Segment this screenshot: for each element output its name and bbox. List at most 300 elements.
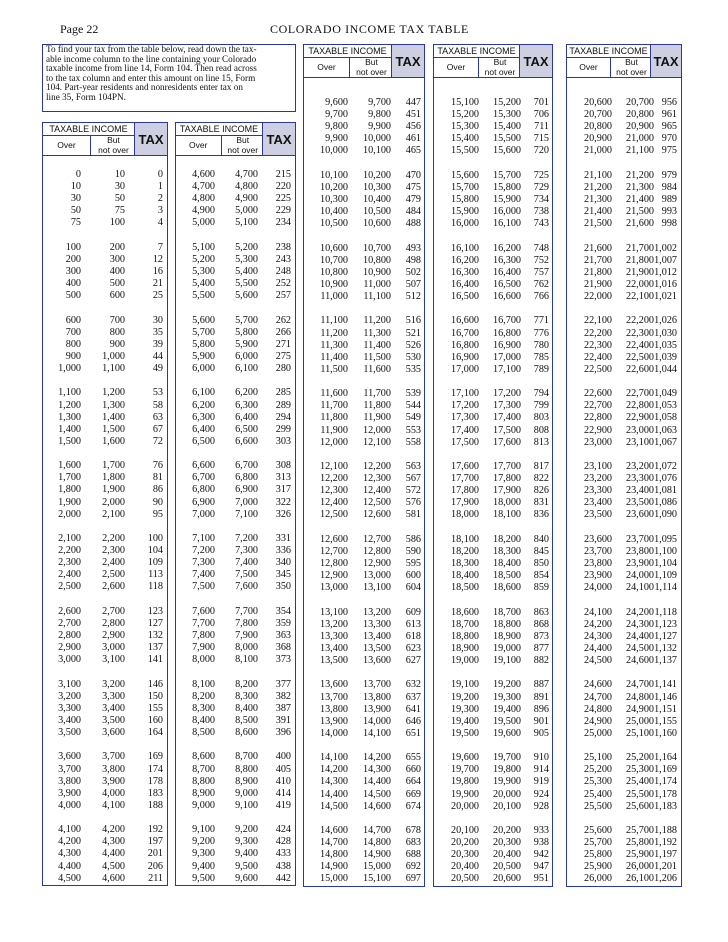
but-label: But xyxy=(107,135,120,145)
tax-value: 1,174 xyxy=(654,776,677,788)
tax-label: TAX xyxy=(262,123,295,155)
over-value: 1,600 xyxy=(58,460,81,472)
not-over-value: 1,800 xyxy=(102,472,125,484)
instructions-box xyxy=(42,44,296,112)
tax-value: 595 xyxy=(405,558,421,569)
not-over-value: 12,800 xyxy=(362,545,391,557)
over-value: 3,000 xyxy=(58,654,81,666)
tax-value: 873 xyxy=(533,630,549,642)
table-row xyxy=(304,340,424,352)
over-value: 6,600 xyxy=(192,460,215,472)
tax-value: 451 xyxy=(405,109,421,121)
tax-value: 567 xyxy=(405,473,421,485)
tax-value: 762 xyxy=(533,278,549,290)
not-over-value: 16,000 xyxy=(492,206,521,218)
tax-value: 664 xyxy=(405,776,421,788)
tax-value: 1,118 xyxy=(654,606,677,618)
tax-value: 447 xyxy=(405,97,421,108)
tax-value: 146 xyxy=(147,678,163,690)
table-row xyxy=(434,182,552,194)
tax-value: 1,178 xyxy=(654,788,677,800)
tax-value: 336 xyxy=(275,545,291,557)
over-value: 12,600 xyxy=(319,533,348,545)
not-over-value: 21,100 xyxy=(625,145,654,157)
table-row xyxy=(176,290,295,302)
not-over-value: 3,800 xyxy=(102,763,125,775)
table-row xyxy=(304,109,424,121)
not-over-value: 5,600 xyxy=(235,290,258,302)
tax-value: 3 xyxy=(157,205,163,217)
not-over-value: 20,900 xyxy=(625,121,654,133)
tax-value: 248 xyxy=(275,266,291,277)
tax-value: 609 xyxy=(405,606,421,618)
tax-value: 1,035 xyxy=(654,339,677,351)
tax-value: 572 xyxy=(405,485,421,497)
not-over-value: 13,200 xyxy=(362,606,391,618)
table-row xyxy=(43,242,167,254)
not-over-value: 23,200 xyxy=(625,461,654,472)
table-row xyxy=(304,145,424,157)
over-value: 21,700 xyxy=(583,254,612,266)
not-over-value: 16,400 xyxy=(492,266,521,278)
not-over-value: 5,200 xyxy=(235,241,258,253)
not-over-value: 15,200 xyxy=(492,97,521,108)
over-value: 4,100 xyxy=(58,824,81,836)
table-row xyxy=(434,340,552,352)
tax-value: 817 xyxy=(533,461,549,472)
over-value: 18,200 xyxy=(450,545,479,557)
table-row xyxy=(567,655,681,667)
not-over-value: 3,100 xyxy=(102,654,125,666)
tax-value: 1,197 xyxy=(654,849,677,861)
not-over-value: 4,200 xyxy=(102,824,125,836)
table-row xyxy=(567,873,681,885)
not-over-value: 15,500 xyxy=(492,133,521,145)
tax-value: 882 xyxy=(533,655,549,666)
table-row xyxy=(304,546,424,558)
over-value: 13,100 xyxy=(319,606,348,618)
table-row xyxy=(304,97,424,109)
tax-value: 442 xyxy=(275,872,291,884)
table-row xyxy=(567,497,681,509)
tax-value: 854 xyxy=(533,570,549,582)
table-row xyxy=(304,194,424,206)
not-over-value: 15,400 xyxy=(492,121,521,133)
over-value: 5,600 xyxy=(192,314,215,326)
tax-value: 989 xyxy=(661,194,677,205)
not-over-value: 17,800 xyxy=(492,473,521,485)
not-over-value: 14,700 xyxy=(362,825,391,836)
tax-value: 1,076 xyxy=(654,473,677,485)
table-row xyxy=(567,570,681,582)
table-row xyxy=(304,801,424,813)
table-row xyxy=(176,266,295,278)
tax-value: 313 xyxy=(275,472,291,484)
over-value: 16,800 xyxy=(450,339,479,351)
over-value: 1,900 xyxy=(58,496,81,508)
over-value: 16,100 xyxy=(450,242,479,254)
not-over-value: 24,100 xyxy=(625,582,654,594)
tax-value: 95 xyxy=(152,508,163,520)
not-over-value: 6,800 xyxy=(235,472,258,484)
over-value: 10,700 xyxy=(319,254,348,266)
not-over-value: 17,200 xyxy=(492,388,521,400)
tax-value: 1,114 xyxy=(654,582,677,594)
not-over-value: 13,300 xyxy=(362,618,391,630)
table-row xyxy=(434,133,552,145)
over-value: 10,600 xyxy=(319,242,348,254)
not-over-value: 12,200 xyxy=(362,461,391,472)
table-row xyxy=(43,545,167,557)
over-value: 12,700 xyxy=(319,545,348,557)
tax-value: 1,123 xyxy=(654,618,677,630)
tax-value: 530 xyxy=(405,351,421,363)
tax-value: 155 xyxy=(147,702,163,714)
tax-value: 1,151 xyxy=(654,703,677,715)
over-value: 12,100 xyxy=(319,461,348,472)
tax-value: 877 xyxy=(533,642,549,654)
table-row xyxy=(567,801,681,813)
not-over-value: 800 xyxy=(109,326,125,338)
over-value: 2,800 xyxy=(58,630,81,641)
table-row xyxy=(304,497,424,509)
over-value: 8,100 xyxy=(192,678,215,690)
not-over-value: 14,100 xyxy=(362,727,391,739)
not-over-value: 23,100 xyxy=(625,436,654,448)
over-value: 13,900 xyxy=(319,715,348,727)
over-value: 7,500 xyxy=(192,581,215,593)
table-row xyxy=(43,509,167,521)
tax-value: 280 xyxy=(275,363,291,374)
over-value: 5,500 xyxy=(192,290,215,302)
table-row xyxy=(434,825,552,837)
tax-value: 174 xyxy=(147,763,163,775)
over-value: 6,200 xyxy=(192,399,215,411)
table-row xyxy=(434,570,552,582)
tax-value: 396 xyxy=(275,727,291,738)
table-row xyxy=(567,109,681,121)
tax-value: 479 xyxy=(405,194,421,205)
not-over-value: 20,400 xyxy=(492,849,521,861)
over-value: 20,100 xyxy=(450,825,479,836)
over-value: 14,800 xyxy=(319,849,348,861)
tax-value: 1,086 xyxy=(654,497,677,509)
table-row xyxy=(567,267,681,279)
not-over-value: 10,800 xyxy=(362,254,391,266)
table-row xyxy=(176,315,295,327)
over-value: 18,300 xyxy=(450,558,479,569)
not-over-value: 9,700 xyxy=(368,97,391,108)
over-value: 6,800 xyxy=(192,484,215,496)
over-value: 22,300 xyxy=(583,339,612,351)
not-over-value: 14,500 xyxy=(362,788,391,800)
not-over-value: 13,900 xyxy=(362,703,391,715)
table-row xyxy=(176,679,295,691)
over-value: 17,900 xyxy=(450,497,479,509)
table-row xyxy=(176,824,295,836)
tax-value: 285 xyxy=(275,387,291,399)
table-row xyxy=(304,776,424,788)
over-value: 6,900 xyxy=(192,496,215,508)
table-row xyxy=(43,387,167,399)
table-row xyxy=(434,873,552,885)
not-over-value: 1,900 xyxy=(102,484,125,496)
not-over-value: 16,200 xyxy=(492,242,521,254)
table-row xyxy=(304,412,424,424)
tax-value: 549 xyxy=(405,412,421,424)
tax-value: 1,063 xyxy=(654,424,677,436)
over-value: 13,500 xyxy=(319,655,348,666)
table-row xyxy=(176,327,295,339)
tax-value: 623 xyxy=(405,642,421,654)
over-value: 900 xyxy=(65,350,81,362)
tax-value: 563 xyxy=(405,461,421,472)
tax-value: 512 xyxy=(405,291,421,302)
tax-value: 350 xyxy=(275,581,291,593)
tax-value: 998 xyxy=(661,218,677,230)
tax-value: 1,183 xyxy=(654,800,677,812)
not-over-value: 21,600 xyxy=(625,218,654,230)
table-row xyxy=(176,557,295,569)
tax-value: 1,058 xyxy=(654,412,677,424)
not-over-value: 20,800 xyxy=(625,109,654,121)
table-row xyxy=(176,727,295,739)
not-over-value: 22,700 xyxy=(625,388,654,400)
tax-value: 674 xyxy=(405,800,421,812)
tax-value: 1,039 xyxy=(654,351,677,363)
not-over-label: not over xyxy=(98,144,129,155)
not-over-value: 6,400 xyxy=(235,411,258,423)
not-over-value: 4,900 xyxy=(235,193,258,205)
tax-table xyxy=(566,44,682,887)
tax-label: TAX xyxy=(134,123,167,155)
tax-value: 1,030 xyxy=(654,327,677,339)
table-row xyxy=(567,789,681,801)
table-row xyxy=(567,352,681,364)
not-over-value: 8,600 xyxy=(235,727,258,738)
over-value: 8,600 xyxy=(192,751,215,763)
not-over-value: 19,100 xyxy=(492,655,521,666)
table-row xyxy=(43,703,167,715)
not-over-value: 23,500 xyxy=(625,497,654,509)
over-value: 6,000 xyxy=(192,363,215,374)
table-row xyxy=(304,485,424,497)
over-value: 10,800 xyxy=(319,266,348,278)
table-row xyxy=(176,497,295,509)
tax-value: 1,012 xyxy=(654,266,677,278)
not-over-value: 9,400 xyxy=(235,848,258,860)
tax-value: 956 xyxy=(661,97,677,108)
table-row xyxy=(176,472,295,484)
table-row xyxy=(434,849,552,861)
table-row xyxy=(176,569,295,581)
over-value: 19,000 xyxy=(450,655,479,666)
over-value: 9,600 xyxy=(325,97,348,108)
tax-value: 382 xyxy=(275,690,291,702)
tax-value: 979 xyxy=(661,169,677,181)
taxable-income-label: TAXABLE INCOME xyxy=(567,45,651,58)
table-row xyxy=(304,133,424,145)
not-over-value: 24,600 xyxy=(625,655,654,666)
over-value: 1,400 xyxy=(58,423,81,435)
tax-value: 1,007 xyxy=(654,254,677,266)
page-title: COLORADO INCOME TAX TABLE xyxy=(270,22,469,36)
table-row xyxy=(43,533,167,545)
tax-value: 470 xyxy=(405,169,421,181)
table-row xyxy=(43,569,167,581)
table-row xyxy=(43,800,167,812)
not-over-value: 22,300 xyxy=(625,327,654,339)
over-value: 23,800 xyxy=(583,558,612,569)
not-over-value: 14,200 xyxy=(362,752,391,764)
tax-value: 104 xyxy=(147,545,163,557)
over-value: 22,200 xyxy=(583,327,612,339)
not-over-value: 13,400 xyxy=(362,630,391,642)
tax-value: 692 xyxy=(405,861,421,873)
not-over-value: 7,800 xyxy=(235,617,258,629)
table-row xyxy=(567,546,681,558)
over-value: 14,500 xyxy=(319,800,348,812)
tax-value: 1,141 xyxy=(654,679,677,691)
table-row xyxy=(434,789,552,801)
over-value: 23,200 xyxy=(583,473,612,485)
tax-value: 266 xyxy=(275,326,291,338)
over-value: 4,700 xyxy=(192,181,215,193)
tax-value: 113 xyxy=(148,569,163,581)
table-row xyxy=(567,170,681,182)
over-label: Over xyxy=(446,62,466,72)
table-row xyxy=(304,315,424,327)
over-value: 4,500 xyxy=(58,872,81,884)
table-row xyxy=(176,412,295,424)
tax-value: 780 xyxy=(533,339,549,351)
tax-value: 229 xyxy=(275,205,291,217)
table-row xyxy=(434,558,552,570)
table-row xyxy=(434,619,552,631)
table-row xyxy=(567,607,681,619)
over-value: 10,200 xyxy=(319,181,348,193)
tax-value: 289 xyxy=(275,399,291,411)
tax-value: 831 xyxy=(533,497,549,509)
over-value: 10,300 xyxy=(319,194,348,205)
table-row xyxy=(434,194,552,206)
not-over-value: 4,100 xyxy=(102,799,125,811)
taxable-income-label: TAXABLE INCOME xyxy=(434,45,520,58)
tax-value: 813 xyxy=(533,436,549,448)
table-row xyxy=(304,873,424,885)
not-over-value: 16,300 xyxy=(492,254,521,266)
over-value: 16,700 xyxy=(450,327,479,339)
not-over-value: 15,600 xyxy=(492,145,521,157)
table-row xyxy=(567,692,681,704)
not-over-value: 1,300 xyxy=(102,399,125,411)
not-over-value: 10,100 xyxy=(362,145,391,157)
not-over-value: 25,700 xyxy=(625,825,654,836)
not-over-value: 2,500 xyxy=(102,569,125,581)
not-over-value: 15,900 xyxy=(492,194,521,205)
not-over-value: 7,600 xyxy=(235,581,258,593)
table-row xyxy=(43,618,167,630)
table-row xyxy=(43,484,167,496)
table-row xyxy=(434,97,552,109)
tax-value: 4 xyxy=(157,217,163,229)
not-over-value: 10,900 xyxy=(362,266,391,278)
over-value: 22,900 xyxy=(583,424,612,436)
over-value: 1,700 xyxy=(58,472,81,484)
table-row xyxy=(434,291,552,303)
tax-value: 81 xyxy=(152,472,163,484)
not-over-value: 17,500 xyxy=(492,424,521,436)
over-value: 19,600 xyxy=(450,752,479,764)
over-value: 4,000 xyxy=(58,799,81,811)
table-row xyxy=(176,400,295,412)
not-over-value: 17,000 xyxy=(492,351,521,363)
tax-value: 984 xyxy=(661,181,677,193)
table-row xyxy=(304,279,424,291)
tax-value: 197 xyxy=(147,836,163,848)
but-label: But xyxy=(236,135,250,145)
table-row xyxy=(567,704,681,716)
over-value: 1,800 xyxy=(58,484,81,496)
over-value: 5,900 xyxy=(192,350,215,362)
tax-value: 993 xyxy=(661,206,677,218)
not-over-value: 24,300 xyxy=(625,618,654,630)
table-row xyxy=(176,654,295,666)
table-row xyxy=(43,315,167,327)
tax-value: 845 xyxy=(533,545,549,557)
table-row xyxy=(43,873,167,885)
over-value: 20,900 xyxy=(583,133,612,145)
over-value: 16,300 xyxy=(450,266,479,278)
over-value: 700 xyxy=(65,326,81,338)
over-value: 10,000 xyxy=(319,145,348,157)
tax-value: 275 xyxy=(275,350,291,362)
tax-value: 660 xyxy=(405,764,421,776)
not-over-value: 25,500 xyxy=(625,788,654,800)
tax-value: 414 xyxy=(275,787,291,799)
tax-value: 965 xyxy=(661,121,677,133)
not-over-value: 11,900 xyxy=(363,412,391,424)
over-value: 12,300 xyxy=(319,485,348,497)
over-value: 15,000 xyxy=(319,873,348,885)
not-over-value: 9,800 xyxy=(368,109,391,121)
not-over-value: 14,300 xyxy=(362,764,391,776)
not-over-value: 15,100 xyxy=(362,873,391,885)
not-over-value: 19,500 xyxy=(492,715,521,727)
not-over-value: 25,400 xyxy=(625,776,654,788)
over-value: 16,600 xyxy=(450,315,479,327)
tax-value: 359 xyxy=(275,617,291,629)
tax-value: 970 xyxy=(661,133,677,145)
tax-value: 1,049 xyxy=(654,388,677,400)
over-value: 15,200 xyxy=(450,109,479,121)
over-value: 15,600 xyxy=(450,169,479,181)
not-over-value: 8,500 xyxy=(235,714,258,726)
tax-value: 887 xyxy=(533,679,549,691)
not-over-value: 4,000 xyxy=(102,787,125,799)
tax-value: 794 xyxy=(533,388,549,400)
tax-value: 826 xyxy=(533,485,549,497)
over-value: 9,300 xyxy=(192,848,215,860)
tax-value: 1,206 xyxy=(654,873,677,885)
not-over-value: 9,500 xyxy=(235,860,258,872)
table-row xyxy=(567,400,681,412)
not-over-value: 9,600 xyxy=(235,872,258,884)
tax-value: 238 xyxy=(275,241,291,253)
over-value: 13,400 xyxy=(319,642,348,654)
tax-value: 1,192 xyxy=(654,837,677,849)
table-row xyxy=(176,351,295,363)
